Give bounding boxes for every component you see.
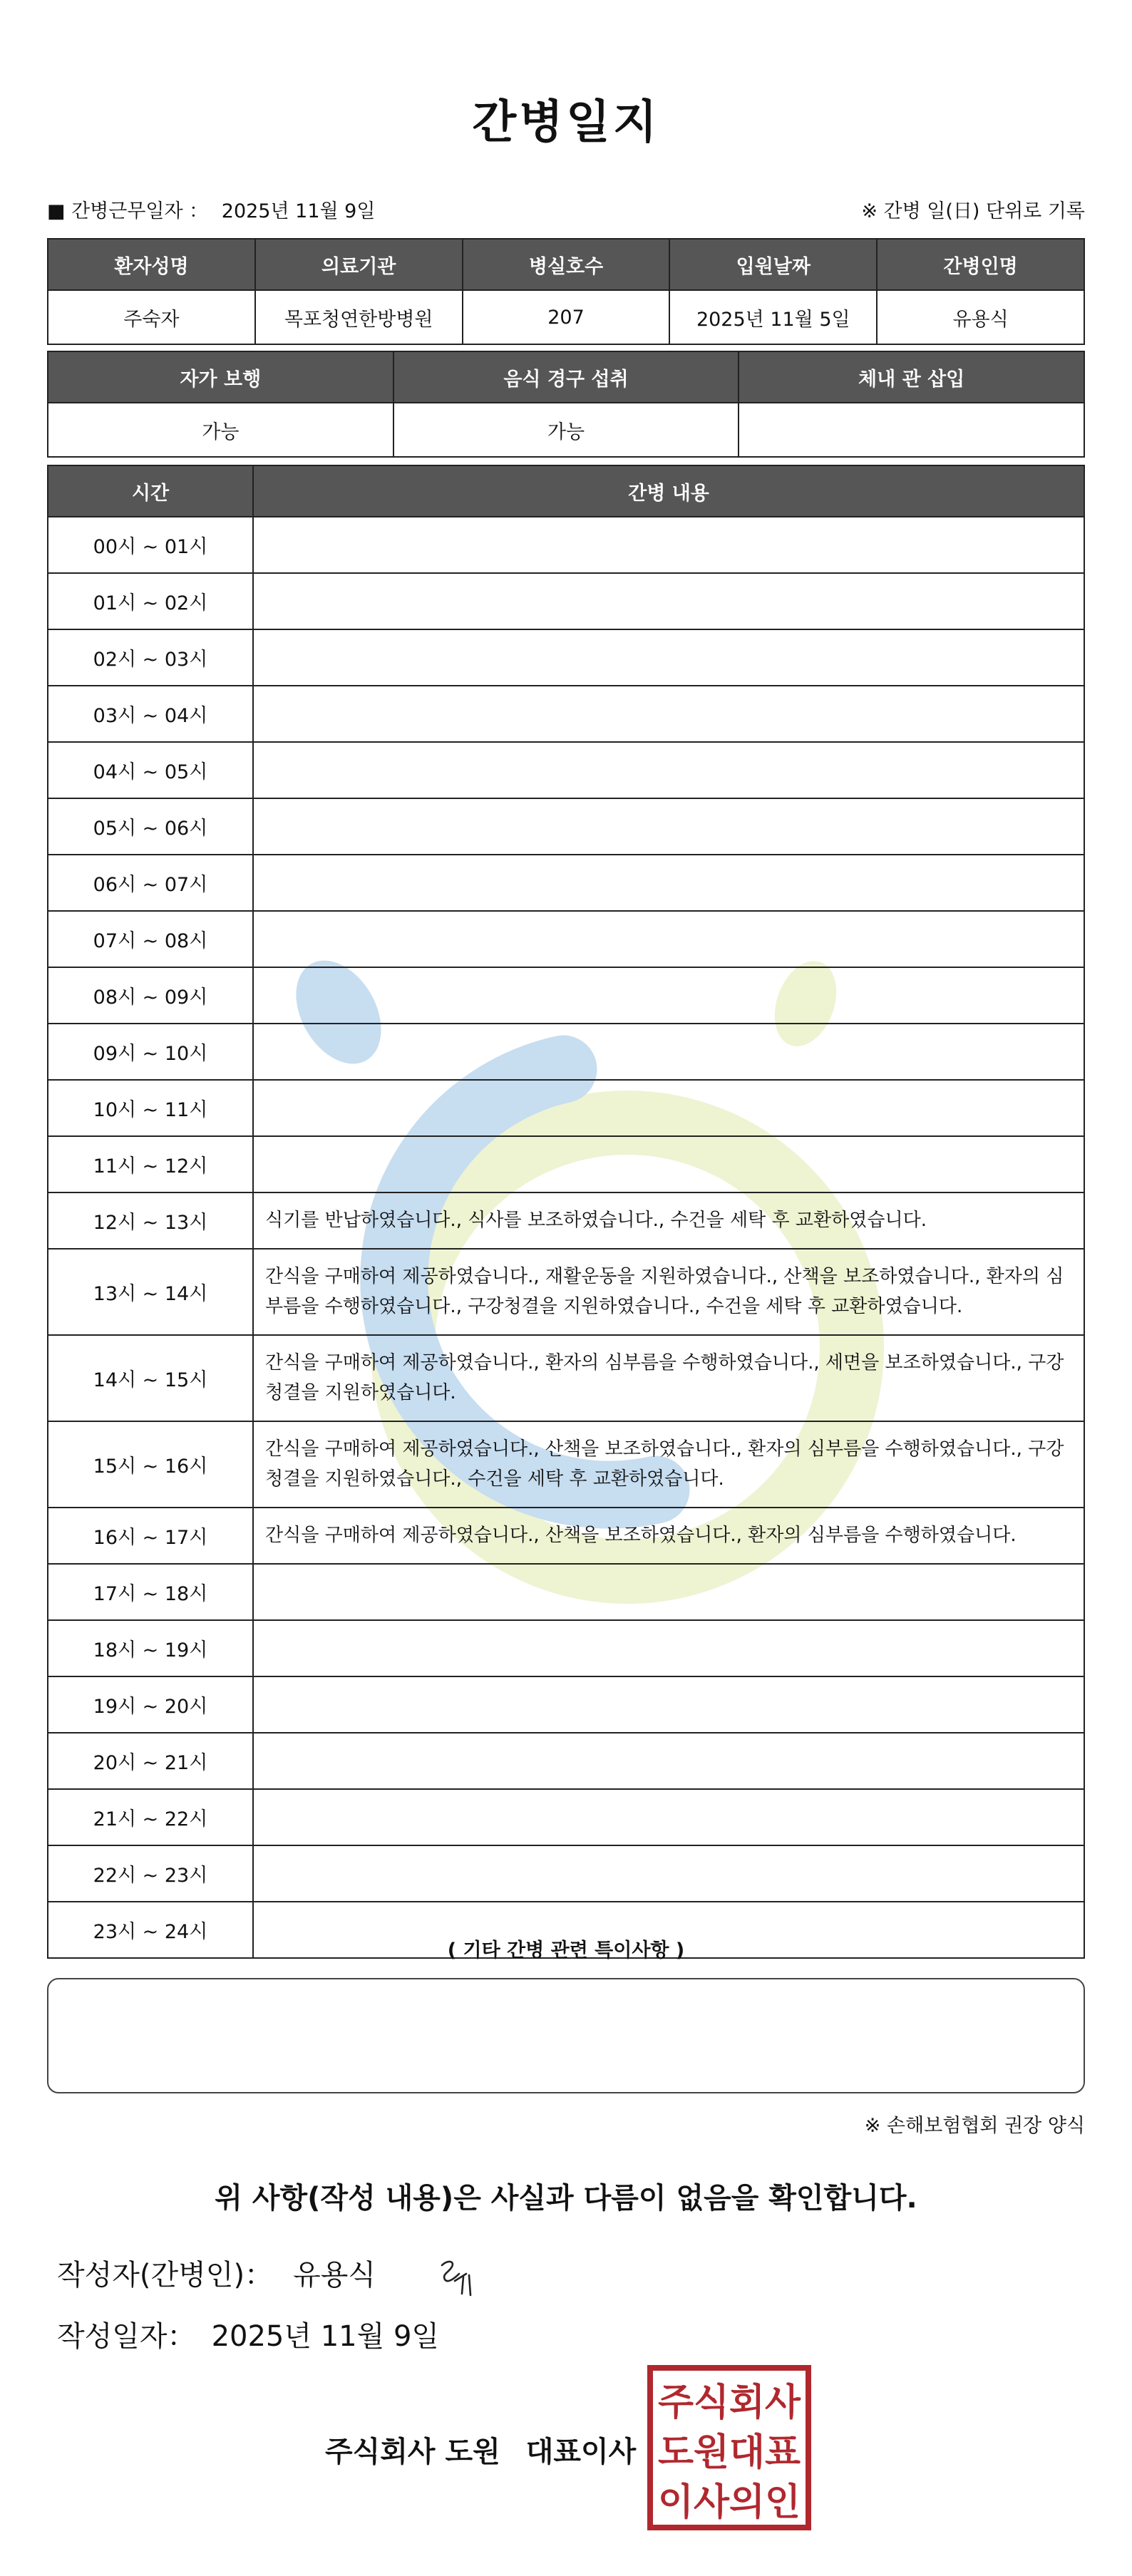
care-content <box>253 798 1084 855</box>
table-row <box>48 1676 1084 1733</box>
care-content <box>253 1080 1084 1136</box>
date-value: 2025년 11월 9일 <box>211 2320 440 2353</box>
time-slot: 07시 ~ 08시 <box>48 911 253 967</box>
table-row <box>48 742 1084 798</box>
header-admission-date: 입원날짜 <box>669 239 877 290</box>
table-row <box>48 855 1084 911</box>
care-content <box>253 1136 1084 1192</box>
room-number: 207 <box>463 290 670 344</box>
patient-name: 주숙자 <box>48 290 255 344</box>
writer-label: 작성자(간병인)： <box>57 2259 274 2292</box>
header-time: 시간 <box>48 465 253 517</box>
table-row <box>48 1508 1084 1564</box>
seal-line-3: 이사의인 <box>658 2481 801 2524</box>
care-content <box>253 1620 1084 1676</box>
table-row <box>48 967 1084 1024</box>
care-content: 간식을 구매하여 제공하였습니다., 환자의 심부름을 수행하였습니다., 세면을 보조하였습니다., 구강청결을 지원하였습니다. <box>253 1335 1084 1421</box>
time-slot: 15시 ~ 16시 <box>48 1421 253 1508</box>
walking-value: 가능 <box>48 403 393 457</box>
time-slot: 22시 ~ 23시 <box>48 1845 253 1902</box>
care-content: 간식을 구매하여 제공하였습니다., 산책을 보조하였습니다., 환자의 심부름을 수행하였습니다. <box>253 1508 1084 1564</box>
time-slot: 18시 ~ 19시 <box>48 1620 253 1676</box>
ability-table <box>47 351 1085 458</box>
record-note: ※ 간병 일(日) 단위로 기록 <box>861 200 1085 222</box>
time-slot: 20시 ~ 21시 <box>48 1733 253 1789</box>
time-slot: 21시 ~ 22시 <box>48 1789 253 1845</box>
hospital-name: 목포청연한방병원 <box>255 290 463 344</box>
table-row <box>48 1845 1084 1902</box>
care-content <box>253 1024 1084 1080</box>
care-content <box>253 742 1084 798</box>
date-label: 작성일자： <box>57 2320 196 2353</box>
admission-date: 2025년 11월 5일 <box>669 290 877 344</box>
table-row <box>48 1335 1084 1421</box>
care-content <box>253 855 1084 911</box>
header-oral-intake: 음식 경구 섭취 <box>393 351 739 403</box>
care-content <box>253 1733 1084 1789</box>
table-row <box>48 1136 1084 1192</box>
company-name: 주식회사 도원 <box>325 2436 500 2468</box>
work-date-label: ■ 간병근무일자 ： <box>47 200 209 222</box>
notes-title: ( 기타 간병 관련 특이사항 ) <box>447 1939 685 1962</box>
tube-value <box>739 403 1084 457</box>
patient-info-table <box>47 238 1085 345</box>
writer-name: 유용식 <box>293 2259 376 2292</box>
time-slot: 01시 ~ 02시 <box>48 573 253 629</box>
table-row <box>48 1249 1084 1335</box>
table-row <box>48 911 1084 967</box>
care-content: 간식을 구매하여 제공하였습니다., 산책을 보조하였습니다., 환자의 심부름을 수행하였습니다., 구강청결을 지원하였습니다., 수건을 세탁 후 교환하였습니다. <box>253 1421 1084 1508</box>
seal-line-1: 주식회사 <box>658 2381 801 2424</box>
seal-line-2: 도원대표 <box>658 2431 801 2474</box>
care-content <box>253 1676 1084 1733</box>
header-walking: 자가 보행 <box>48 351 393 403</box>
company-seal <box>647 2365 811 2530</box>
meta-row <box>47 195 1085 225</box>
care-content <box>253 967 1084 1024</box>
time-slot: 12시 ~ 13시 <box>48 1192 253 1249</box>
work-date-value: 2025년 11월 9일 <box>221 200 376 222</box>
header-tube: 체내 관 삽입 <box>739 351 1084 403</box>
care-content <box>253 629 1084 686</box>
care-content: 간식을 구매하여 제공하였습니다., 재활운동을 지원하였습니다., 산책을 보조하였습니다., 환자의 심부름을 수행하였습니다., 구강청결을 지원하였습니다., 수건을 세탁 후 교환하였습니다. <box>253 1249 1084 1335</box>
confirmation-statement: 위 사항(작성 내용)은 사실과 다름이 없음을 확인합니다. <box>215 2182 917 2215</box>
care-schedule-table <box>47 465 1085 1959</box>
time-slot: 19시 ~ 20시 <box>48 1676 253 1733</box>
time-slot: 08시 ~ 09시 <box>48 967 253 1024</box>
table-row <box>48 686 1084 742</box>
time-slot: 00시 ~ 01시 <box>48 517 253 573</box>
work-date <box>47 195 375 223</box>
time-slot: 05시 ~ 06시 <box>48 798 253 855</box>
header-care-content: 간병 내용 <box>253 465 1084 517</box>
table-row <box>48 573 1084 629</box>
caregiver-name: 유용식 <box>877 290 1084 344</box>
time-slot: 17시 ~ 18시 <box>48 1564 253 1620</box>
time-slot: 23시 ~ 24시 <box>48 1902 253 1958</box>
table-row <box>48 1192 1084 1249</box>
table-row <box>48 1080 1084 1136</box>
care-content <box>253 573 1084 629</box>
time-slot: 09시 ~ 10시 <box>48 1024 253 1080</box>
care-content <box>253 1789 1084 1845</box>
time-slot: 11시 ~ 12시 <box>48 1136 253 1192</box>
table-row <box>48 1733 1084 1789</box>
signature-mark <box>433 2252 483 2302</box>
table-row <box>48 1789 1084 1845</box>
time-slot: 03시 ~ 04시 <box>48 686 253 742</box>
time-slot: 06시 ~ 07시 <box>48 855 253 911</box>
care-content: 식기를 반납하였습니다., 식사를 보조하였습니다., 수건을 세탁 후 교환하였습니다. <box>253 1192 1084 1249</box>
table-row <box>48 629 1084 686</box>
date-row <box>57 2314 439 2354</box>
care-content <box>253 911 1084 967</box>
table-row <box>48 1024 1084 1080</box>
time-slot: 16시 ~ 17시 <box>48 1508 253 1564</box>
header-caregiver: 간병인명 <box>877 239 1084 290</box>
oral-intake-value: 가능 <box>393 403 739 457</box>
header-hospital: 의료기관 <box>255 239 463 290</box>
table-row <box>48 517 1084 573</box>
time-slot: 14시 ~ 15시 <box>48 1335 253 1421</box>
company-rep: 대표이사 <box>525 2436 637 2468</box>
care-content <box>253 1564 1084 1620</box>
table-row <box>48 1620 1084 1676</box>
time-slot: 13시 ~ 14시 <box>48 1249 253 1335</box>
time-slot: 04시 ~ 05시 <box>48 742 253 798</box>
header-room: 병실호수 <box>463 239 670 290</box>
table-row <box>48 1421 1084 1508</box>
table-row <box>48 798 1084 855</box>
table-row <box>48 1564 1084 1620</box>
recommend-note: ※ 손해보험협회 권장 양식 <box>864 2115 1085 2137</box>
header-patient-name: 환자성명 <box>48 239 255 290</box>
company-line <box>325 2429 636 2470</box>
care-content <box>253 1845 1084 1902</box>
notes-box <box>47 1978 1085 2093</box>
time-slot: 02시 ~ 03시 <box>48 629 253 686</box>
care-content <box>253 517 1084 573</box>
time-slot: 10시 ~ 11시 <box>48 1080 253 1136</box>
writer-row <box>57 2252 376 2293</box>
page-title: 간병일지 <box>472 96 660 149</box>
care-content <box>253 686 1084 742</box>
